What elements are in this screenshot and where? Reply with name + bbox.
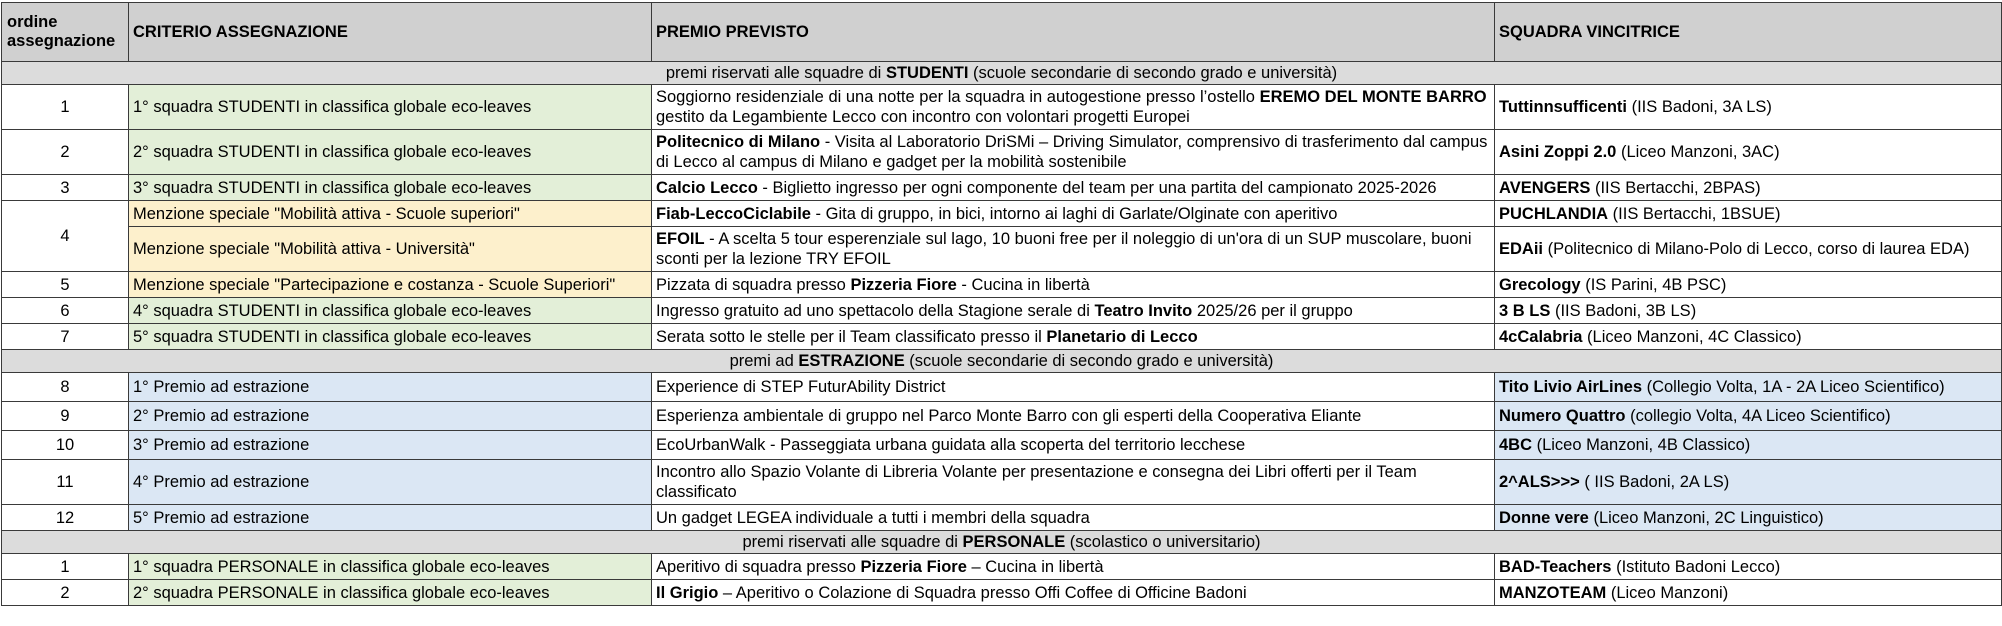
- table-row: [2, 201, 2002, 227]
- table-row: [2, 175, 2002, 201]
- team-cell: AVENGERS (IIS Bertacchi, 2BPAS): [1495, 175, 2002, 201]
- prize-cell: Calcio Lecco - Biglietto ingresso per ogni componente del team per una partita del campionato 2025-2026: [652, 175, 1495, 201]
- table-row: [2, 324, 2002, 350]
- team-cell: Donne vere (Liceo Manzoni, 2C Linguistico): [1495, 505, 2002, 531]
- prize-cell: Un gadget LEGEA individuale a tutti i membri della squadra: [652, 505, 1495, 531]
- header-criterion: CRITERIO ASSEGNAZIONE: [129, 3, 652, 62]
- prize-cell: Soggiorno residenziale di una notte per la squadra in autogestione presso l’ostello EREMO DEL MONTE BARRO gestito da Legambiente Lecco con incontro con volontari progetti Europei: [652, 85, 1495, 130]
- criterion-cell: 1° squadra STUDENTI in classifica globale eco-leaves: [129, 85, 652, 130]
- criterion-cell: 1° Premio ad estrazione: [129, 373, 652, 402]
- criterion-cell: 4° squadra STUDENTI in classifica globale eco-leaves: [129, 298, 652, 324]
- criterion-cell: 3° Premio ad estrazione: [129, 431, 652, 460]
- table-row: [2, 402, 2002, 431]
- criterion-cell: 2° squadra PERSONALE in classifica globale eco-leaves: [129, 580, 652, 606]
- team-cell: Asini Zoppi 2.0 (Liceo Manzoni, 3AC): [1495, 130, 2002, 175]
- prize-cell: EcoUrbanWalk - Passeggiata urbana guidata alla scoperta del territorio lecchese: [652, 431, 1495, 460]
- table-row: [2, 373, 2002, 402]
- team-cell: 3 B LS (IIS Badoni, 3B LS): [1495, 298, 2002, 324]
- prize-cell: EFOIL - A scelta 5 tour esperenziale sul lago, 10 buoni free per il noleggio di un'ora di un SUP muscolare, buoni sconti per la lezione TRY EFOIL: [652, 227, 1495, 272]
- criterion-cell: Menzione speciale "Partecipazione e costanza - Scuole Superiori": [129, 272, 652, 298]
- criterion-cell: 4° Premio ad estrazione: [129, 460, 652, 505]
- prize-cell: Experience di STEP FuturAbility District: [652, 373, 1495, 402]
- prize-cell: Fiab-LeccoCiclabile - Gita di gruppo, in bici, intorno ai laghi di Garlate/Olginate con aperitivo: [652, 201, 1495, 227]
- team-cell: Grecology (IS Parini, 4B PSC): [1495, 272, 2002, 298]
- order-cell: 9: [2, 402, 129, 431]
- table-row: [2, 130, 2002, 175]
- team-cell: 4cCalabria (Liceo Manzoni, 4C Classico): [1495, 324, 2002, 350]
- prize-cell: Aperitivo di squadra presso Pizzeria Fiore – Cucina in libertà: [652, 554, 1495, 580]
- order-cell: 6: [2, 298, 129, 324]
- table-row: [2, 554, 2002, 580]
- section-row-staff: [2, 531, 2002, 554]
- criterion-cell: 2° squadra STUDENTI in classifica globale eco-leaves: [129, 130, 652, 175]
- table-row: [2, 85, 2002, 130]
- table-row: [2, 460, 2002, 505]
- order-cell: 1: [2, 85, 129, 130]
- criterion-cell: 1° squadra PERSONALE in classifica globale eco-leaves: [129, 554, 652, 580]
- table-row: [2, 580, 2002, 606]
- criterion-cell: 5° squadra STUDENTI in classifica globale eco-leaves: [129, 324, 652, 350]
- prize-cell: Ingresso gratuito ad uno spettacolo della Stagione serale di Teatro Invito 2025/26 per il gruppo: [652, 298, 1495, 324]
- order-cell: 10: [2, 431, 129, 460]
- criterion-cell: Menzione speciale "Mobilità attiva - Università": [129, 227, 652, 272]
- section-title: premi riservati alle squadre di STUDENTI (scuole secondarie di secondo grado e università): [2, 62, 2002, 85]
- order-cell: 2: [2, 130, 129, 175]
- table-row: [2, 272, 2002, 298]
- prize-cell: Incontro allo Spazio Volante di Libreria Volante per presentazione e consegna dei Libri offerti per il Team classificato: [652, 460, 1495, 505]
- table-row: [2, 431, 2002, 460]
- criterion-cell: Menzione speciale "Mobilità attiva - Scuole superiori": [129, 201, 652, 227]
- header-order: ordine assegnazione: [2, 3, 129, 62]
- order-cell: 5: [2, 272, 129, 298]
- team-cell: Tito Livio AirLines (Collegio Volta, 1A - 2A Liceo Scientifico): [1495, 373, 2002, 402]
- prize-table: [1, 2, 2002, 606]
- table-row: [2, 227, 2002, 272]
- criterion-cell: 5° Premio ad estrazione: [129, 505, 652, 531]
- team-cell: MANZOTEAM (Liceo Manzoni): [1495, 580, 2002, 606]
- prize-cell: Politecnico di Milano - Visita al Laboratorio DriSMi – Driving Simulator, comprensivo di trasferimento dal campus di Lecco al campus di Milano e gadget per la mobilità sostenibile: [652, 130, 1495, 175]
- order-cell: 2: [2, 580, 129, 606]
- order-cell: 11: [2, 460, 129, 505]
- team-cell: Numero Quattro (collegio Volta, 4A Liceo Scientifico): [1495, 402, 2002, 431]
- team-cell: BAD-Teachers (Istituto Badoni Lecco): [1495, 554, 2002, 580]
- team-cell: EDAii (Politecnico di Milano-Polo di Lecco, corso di laurea EDA): [1495, 227, 2002, 272]
- section-title: premi riservati alle squadre di PERSONALE (scolastico o universitario): [2, 531, 2002, 554]
- team-cell: PUCHLANDIA (IIS Bertacchi, 1BSUE): [1495, 201, 2002, 227]
- section-row-students: [2, 62, 2002, 85]
- criterion-cell: 3° squadra STUDENTI in classifica globale eco-leaves: [129, 175, 652, 201]
- order-cell: 7: [2, 324, 129, 350]
- order-cell: 4: [2, 201, 129, 272]
- table-row: [2, 505, 2002, 531]
- order-cell: 12: [2, 505, 129, 531]
- table-row: [2, 298, 2002, 324]
- team-cell: 4BC (Liceo Manzoni, 4B Classico): [1495, 431, 2002, 460]
- section-title: premi ad ESTRAZIONE (scuole secondarie di secondo grado e università): [2, 350, 2002, 373]
- criterion-cell: 2° Premio ad estrazione: [129, 402, 652, 431]
- order-cell: 1: [2, 554, 129, 580]
- prize-cell: Il Grigio – Aperitivo o Colazione di Squadra presso Offi Coffee di Officine Badoni: [652, 580, 1495, 606]
- section-row-draw: [2, 350, 2002, 373]
- header-team: SQUADRA VINCITRICE: [1495, 3, 2002, 62]
- team-cell: 2^ALS>>> ( IIS Badoni, 2A LS): [1495, 460, 2002, 505]
- prize-cell: Serata sotto le stelle per il Team classificato presso il Planetario di Lecco: [652, 324, 1495, 350]
- prize-cell: Pizzata di squadra presso Pizzeria Fiore - Cucina in libertà: [652, 272, 1495, 298]
- order-cell: 3: [2, 175, 129, 201]
- order-cell: 8: [2, 373, 129, 402]
- header-prize: PREMIO PREVISTO: [652, 3, 1495, 62]
- prize-cell: Esperienza ambientale di gruppo nel Parco Monte Barro con gli esperti della Cooperativa Eliante: [652, 402, 1495, 431]
- team-cell: Tuttinnsufficenti (IIS Badoni, 3A LS): [1495, 85, 2002, 130]
- header-row: [2, 3, 2002, 62]
